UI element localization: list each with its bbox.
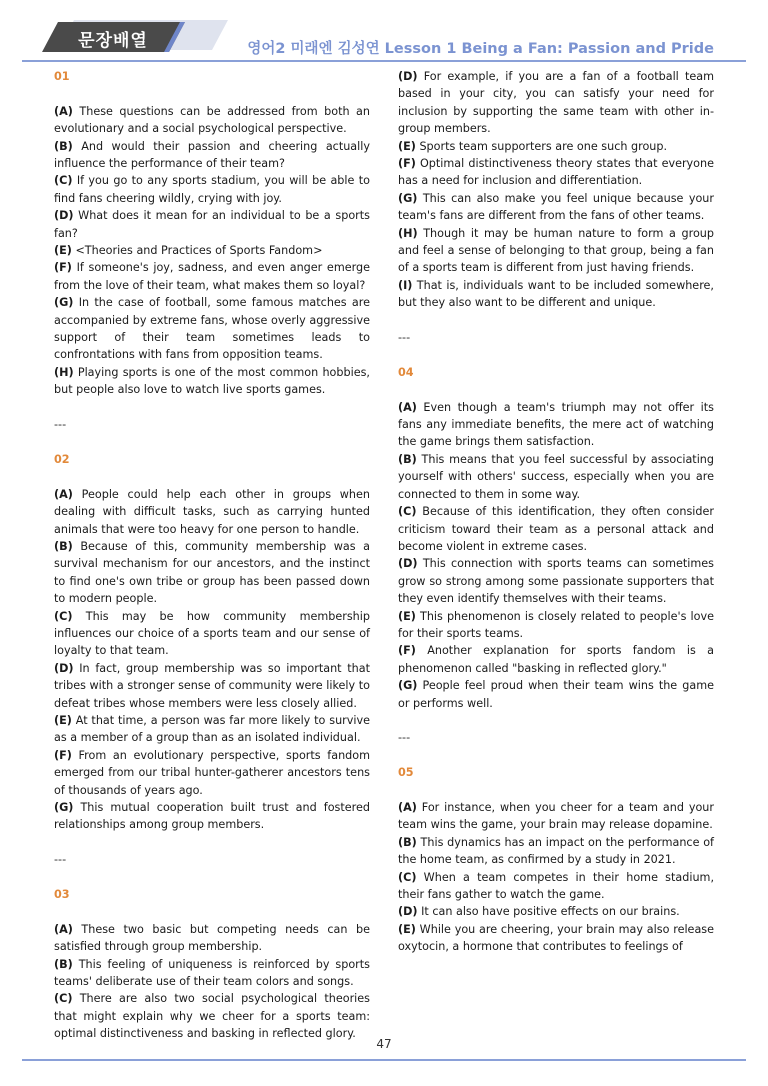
page-number: 47 <box>376 1037 392 1051</box>
sentence-item <box>54 712 370 747</box>
sentence-label: (F) <box>54 261 72 275</box>
sentence-item <box>398 503 714 555</box>
sentence-item <box>398 921 714 956</box>
sentence-text: This means that you feel successful by associating yourself with others' success, especially when you are connected to them in some way. <box>398 452 714 501</box>
sentence-label: (A) <box>54 487 73 501</box>
sentence-label: (A) <box>54 104 73 118</box>
sentence-item <box>398 799 714 834</box>
sentence-text: From an evolutionary perspective, sports fandom emerged from our tribal hunter-gatherer ancestors tens of thousands of years ago. <box>54 748 370 797</box>
sentence-text: This connection with sports teams can sometimes grow so strong among some passionate supporters that they even identify themselves with their teams. <box>398 557 714 606</box>
sentence-label: (D) <box>398 70 418 83</box>
sentence-item <box>54 956 370 991</box>
sentence-text: This may be how community membership influences our choice of a sports team and our sense of loyalty to that team. <box>54 609 370 658</box>
sentence-label: (D) <box>398 905 418 919</box>
section-number: 03 <box>54 888 70 901</box>
sentence-text: Optimal distinctiveness theory states that everyone has a need for inclusion and differentiation. <box>398 157 714 188</box>
sentence-label: (D) <box>398 557 418 571</box>
sentence-text: At that time, a person was far more likely to survive as a member of a group than as an isolated individual. <box>54 713 370 745</box>
sentence-item <box>398 869 714 904</box>
footer-divider <box>22 1059 746 1061</box>
sentence-item <box>54 747 370 799</box>
sentence-item <box>54 486 370 538</box>
section-number: 04 <box>398 365 414 379</box>
section-number: 05 <box>398 766 414 780</box>
sentence-item <box>398 834 714 869</box>
header-title: 영어2 미래엔 김성연 Lesson 1 Being a Fan: Passion and Pride <box>247 41 714 57</box>
sentence-label: (E) <box>398 922 416 936</box>
sentence-text: And would their passion and cheering actually influence the performance of their team? <box>54 139 370 171</box>
sentence-label: (G) <box>398 191 418 205</box>
section-number: 01 <box>54 70 70 83</box>
sentence-text: Playing sports is one of the most common hobbies, but people also love to watch live sports games. <box>54 365 370 397</box>
sentence-label: (C) <box>54 609 73 623</box>
sentence-item <box>54 259 370 294</box>
sentence-item <box>54 242 370 259</box>
sentence-text: Sports team supporters are one such group. <box>419 139 668 153</box>
sentence-item <box>54 207 370 242</box>
sentence-item <box>398 138 714 155</box>
sentence-label: (E) <box>398 139 416 153</box>
sentence-label: (E) <box>54 713 72 727</box>
sentence-label: (C) <box>54 174 73 188</box>
sentence-label: (H) <box>398 226 418 240</box>
sentence-label: (G) <box>54 801 74 814</box>
sentence-item <box>54 921 370 956</box>
sentence-text: These two basic but competing needs can be satisfied through group membership. <box>54 922 370 954</box>
header-badge-label: 문장배열 <box>78 31 148 51</box>
sentence-label: (F) <box>398 644 416 658</box>
sentence-label: (C) <box>398 505 417 519</box>
sentence-text: People feel proud when their team wins the game or performs well. <box>398 679 714 710</box>
sentence-text: If someone's joy, sadness, and even anger emerge from the love of their team, what makes them so loyal? <box>54 261 370 292</box>
sentence-text: It can also have positive effects on our brains. <box>421 905 680 919</box>
sentence-label: (F) <box>54 748 72 762</box>
sentence-item <box>398 677 714 712</box>
sentence-label: (E) <box>398 609 416 623</box>
sentence-item <box>398 451 714 503</box>
sentence-label: (B) <box>54 539 73 553</box>
section-separator: --- <box>398 731 411 745</box>
sentence-text: There are also two social psychological theories that might explain why we cheer for a sports team: optimal distinctiveness and basking in reflected glory. <box>54 992 370 1041</box>
sentence-label: (G) <box>54 296 74 310</box>
right-column <box>398 68 714 956</box>
sentence-item <box>54 103 370 138</box>
left-column <box>54 68 370 1043</box>
sentence-item <box>398 190 714 225</box>
spacer <box>54 903 370 920</box>
sentence-item <box>54 538 370 608</box>
sentence-text: This feeling of uniqueness is reinforced by sports teams' deliberate use of their team colors and songs. <box>54 957 370 989</box>
sentence-text: <Theories and Practices of Sports Fandom> <box>75 244 323 258</box>
sentence-item <box>398 642 714 677</box>
spacer <box>398 346 714 363</box>
spacer <box>54 399 370 416</box>
sentence-item <box>54 799 370 834</box>
sentence-item <box>398 225 714 277</box>
spacer <box>398 712 714 729</box>
sentence-text: When a team competes in their home stadium, their fans gather to watch the game. <box>398 870 715 901</box>
sentence-text: While you are cheering, your brain may also release oxytocin, a hormone that contributes to feelings of <box>398 922 715 954</box>
sentence-text: Another explanation for sports fandom is a phenomenon called "basking in reflected glory." <box>398 644 714 675</box>
section-separator: --- <box>398 331 411 345</box>
sentence-item <box>398 277 714 312</box>
sentence-text: This phenomenon is closely related to people's love for their sports teams. <box>398 609 714 640</box>
sentence-text: Because of this identification, they often consider criticism toward their team as a personal attack and become violent in extreme cases. <box>398 505 714 553</box>
sentence-item <box>398 555 714 607</box>
sentence-text: If you go to any sports stadium, you will be able to find fans cheering wildly, crying with joy. <box>54 174 371 205</box>
sentence-label: (A) <box>398 800 417 814</box>
sentence-label: (I) <box>398 278 413 292</box>
sentence-label: (H) <box>54 365 74 379</box>
spacer <box>54 834 370 851</box>
sentence-item <box>398 68 714 138</box>
sentence-text: This dynamics has an impact on the performance of the home team, as confirmed by a study in 2021. <box>398 835 714 867</box>
sentence-label: (A) <box>398 400 417 414</box>
spacer <box>398 747 714 764</box>
section-number: 02 <box>54 452 70 466</box>
sentence-item <box>398 155 714 190</box>
sentence-label: (G) <box>398 679 418 693</box>
spacer <box>54 434 370 451</box>
sentence-text: That is, individuals want to be included somewhere, but they also want to be different and unique. <box>398 278 714 310</box>
header-divider <box>22 60 746 62</box>
sentence-text: Because of this, community membership was a survival mechanism for our ancestors, and the instinct to find one's own tribe or group has been passed down to modern people. <box>54 539 370 606</box>
sentence-label: (C) <box>398 870 417 884</box>
sentence-text: Though it may be human nature to form a group and feel a sense of belonging to that group, being a fan of a sports team is different from just having friends. <box>398 226 714 275</box>
sentence-label: (A) <box>54 922 73 936</box>
spacer <box>398 312 714 329</box>
sentence-label: (B) <box>398 835 417 849</box>
sentence-text: This can also make you feel unique because your team's fans are different from the fans of other teams. <box>398 191 714 223</box>
spacer <box>54 468 370 485</box>
sentence-label: (D) <box>54 209 74 223</box>
sentence-text: People could help each other in groups when dealing with difficult tasks, such as carrying hunted animals that were too heavy for one person to handle. <box>54 487 370 536</box>
sentence-label: (F) <box>398 157 416 171</box>
spacer <box>54 85 370 102</box>
sentence-item <box>54 138 370 173</box>
sentence-text: In the case of football, some famous matches are accompanied by extreme fans, whose overly aggressive support of their team sometimes leads to confrontations with fans from opposition teams. <box>54 296 370 362</box>
sentence-text: These questions can be addressed from both an evolutionary and a social psychological perspective. <box>54 104 370 136</box>
sentence-text: For example, if you are a fan of a football team based in your city, you can satisfy your need for inclusion by supporting the same team with other in-group members. <box>398 70 714 136</box>
sentence-label: (B) <box>54 139 73 153</box>
sentence-label: (C) <box>54 992 73 1006</box>
sentence-item <box>54 608 370 660</box>
sentence-text: In fact, group membership was so important that tribes with a stronger sense of community were likely to defeat tribes whose members were less closely allied. <box>54 661 370 710</box>
section-separator: --- <box>54 853 67 867</box>
sentence-label: (D) <box>54 661 74 675</box>
sentence-item <box>54 364 370 399</box>
spacer <box>398 381 714 398</box>
sentence-text: For instance, when you cheer for a team and your team wins the game, your brain may release dopamine. <box>398 800 714 832</box>
page-header <box>0 0 768 66</box>
sentence-label: (B) <box>54 957 73 971</box>
sentence-item <box>398 399 714 451</box>
sentence-label: (B) <box>398 452 417 466</box>
sentence-item <box>54 172 370 207</box>
sentence-text: What does it mean for an individual to be a sports fan? <box>54 209 370 240</box>
sentence-item <box>54 660 370 712</box>
spacer <box>398 782 714 799</box>
sentence-text: Even though a team's triumph may not offer its fans any immediate benefits, the mere act of watching the game brings them satisfaction. <box>398 400 714 449</box>
spacer <box>54 869 370 886</box>
sentence-item <box>54 990 370 1042</box>
sentence-item <box>398 608 714 643</box>
sentence-item <box>54 294 370 364</box>
sentence-text: This mutual cooperation built trust and fostered relationships among group members. <box>54 801 370 832</box>
sentence-item <box>398 903 714 920</box>
section-separator: --- <box>54 418 67 432</box>
sentence-label: (E) <box>54 244 72 258</box>
